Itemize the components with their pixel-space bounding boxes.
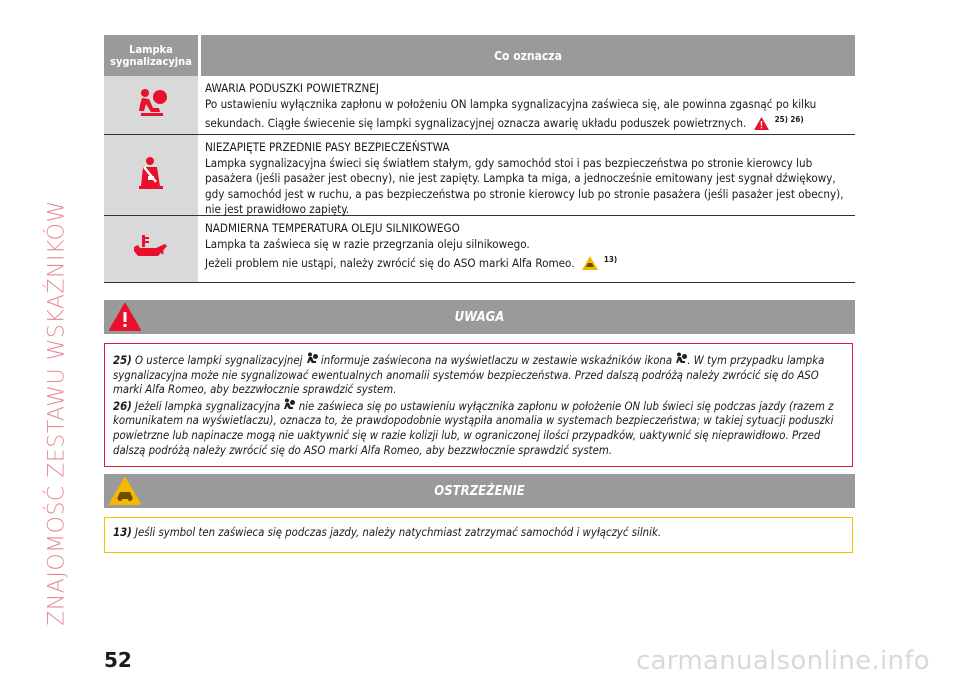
uwaga-note-box [104,343,853,467]
reference-marks: 13) [603,255,618,264]
warning-lights-table [104,35,855,283]
side-section-title: ZNAJOMOŚĆ ZESTAWU WSKAŹNIKÓW [44,200,70,626]
note-26: 26) Jeżeli lampka sygnalizacyjna nie zaświeca się po ustawieniu wyłącznika zapłonu w położenie ON lub świeci się podczas jazdy (razem z komunikatem na wyświetlaczu), oznacza to, że prawdopodobnie wystąpiła anomalia w systemach bezpieczeństwa; w takiej sytuacji poduszki powietrzne lub napinacze mogą nie uaktywnić się w razie kolizji lub, w ograniczonej ilości przypadków, uaktywnić się nieprawidłowo. Przed dalszą podróżą należy zwrócić się do ASO marki Alfa Romeo, aby bezzwłocznie sprawdzić system. [113,399,834,457]
row-description [201,216,855,282]
airbag-small-icon [283,400,295,413]
header-meaning: Co oznacza [201,35,855,76]
airbag-warning-icon [133,87,169,123]
row-text: Lampka ta zaświeca się w razie przegrzania oleju silnikowego. [205,236,530,251]
note-label: 13) [113,526,132,539]
header-lamp: Lampka sygnalizacyjna [104,35,198,76]
row-title: NADMIERNA TEMPERATURA OLEJU SILNIKOWEGO [205,221,460,235]
table-row [104,216,855,283]
airbag-small-icon [306,354,318,367]
icon-cell [104,216,198,282]
icon-cell [104,76,198,134]
note-25: 25) O usterce lampki sygnalizacyjnej informuje zaświecona na wyświetlaczu w zestawie wskaźników ikona . W tym przypadku lampka sygnalizacyjna może nie sygnalizować ewentualnych anomalii systemów bezpieczeństwa. Przed dalszą podróżą należy zwrócić się do ASO marki Alfa Romeo, aby bezzwłocznie sprawdzić system. [113,354,825,397]
page-number: 52 [104,648,132,672]
row-text: Po ustawieniu wyłącznika zapłonu w położeniu ON lampka sygnalizacyjna zaświeca się, ale powinna zgasnąć po kilku sekundach. Ciągłe świecenie się lampki sygnalizacyjnej oznacza awarię układu poduszek powietrznych. [205,96,817,130]
table-row [104,135,855,216]
row-text: Jeżeli problem nie ustąpi, należy zwrócić się do ASO marki Alfa Romeo. [205,255,575,270]
ostrzezenie-note-box [104,517,853,553]
uwaga-banner [104,300,855,334]
note-13-text: Jeśli symbol ten zaświeca się podczas jazdy, należy natychmiast zatrzymać samochód i wyłączyć silnik. [135,526,662,539]
row-text: Lampka sygnalizacyjna świeci się światłem stałym, gdy samochód stoi i pas bezpieczeństwa po stronie kierowcy lub pasażera (jeśli pasażer jest obecny), nie jest zapięty. Lampka ta miga, a jednocześnie emitowany jest sygnał dźwiękowy, gdy samochód jest w ruchu, a pas bezpieczeństwa po stronie kierowcy lub po stronie pasażera (jeśli pasażer jest obecny), nie jest prawidłowo zapięty. [205,155,844,216]
row-title: NIEZAPIĘTE PRZEDNIE PASY BEZPIECZEŃSTWA [205,140,450,154]
oil-temperature-icon [132,235,170,263]
ostrzezenie-banner [104,474,855,508]
note-label: 25) [113,354,132,367]
note-label: 26) [113,399,132,413]
row-description [201,76,855,134]
row-title: AWARIA PODUSZKI POWIETRZNEJ [205,81,379,95]
warning-triangle-icon [754,117,769,135]
table-row [104,76,855,135]
warning-triangle-yellow-icon [582,256,598,275]
seatbelt-warning-icon [137,156,165,194]
airbag-small-icon [675,354,687,367]
ostrzezenie-title: OSTRZEŻENIE [434,483,525,499]
uwaga-title: UWAGA [454,309,505,325]
row-description [201,135,855,215]
table-header [104,35,855,76]
icon-cell [104,135,198,215]
reference-marks: 25) 26) [774,115,804,124]
watermark: carmanualsonline.info [635,646,930,676]
